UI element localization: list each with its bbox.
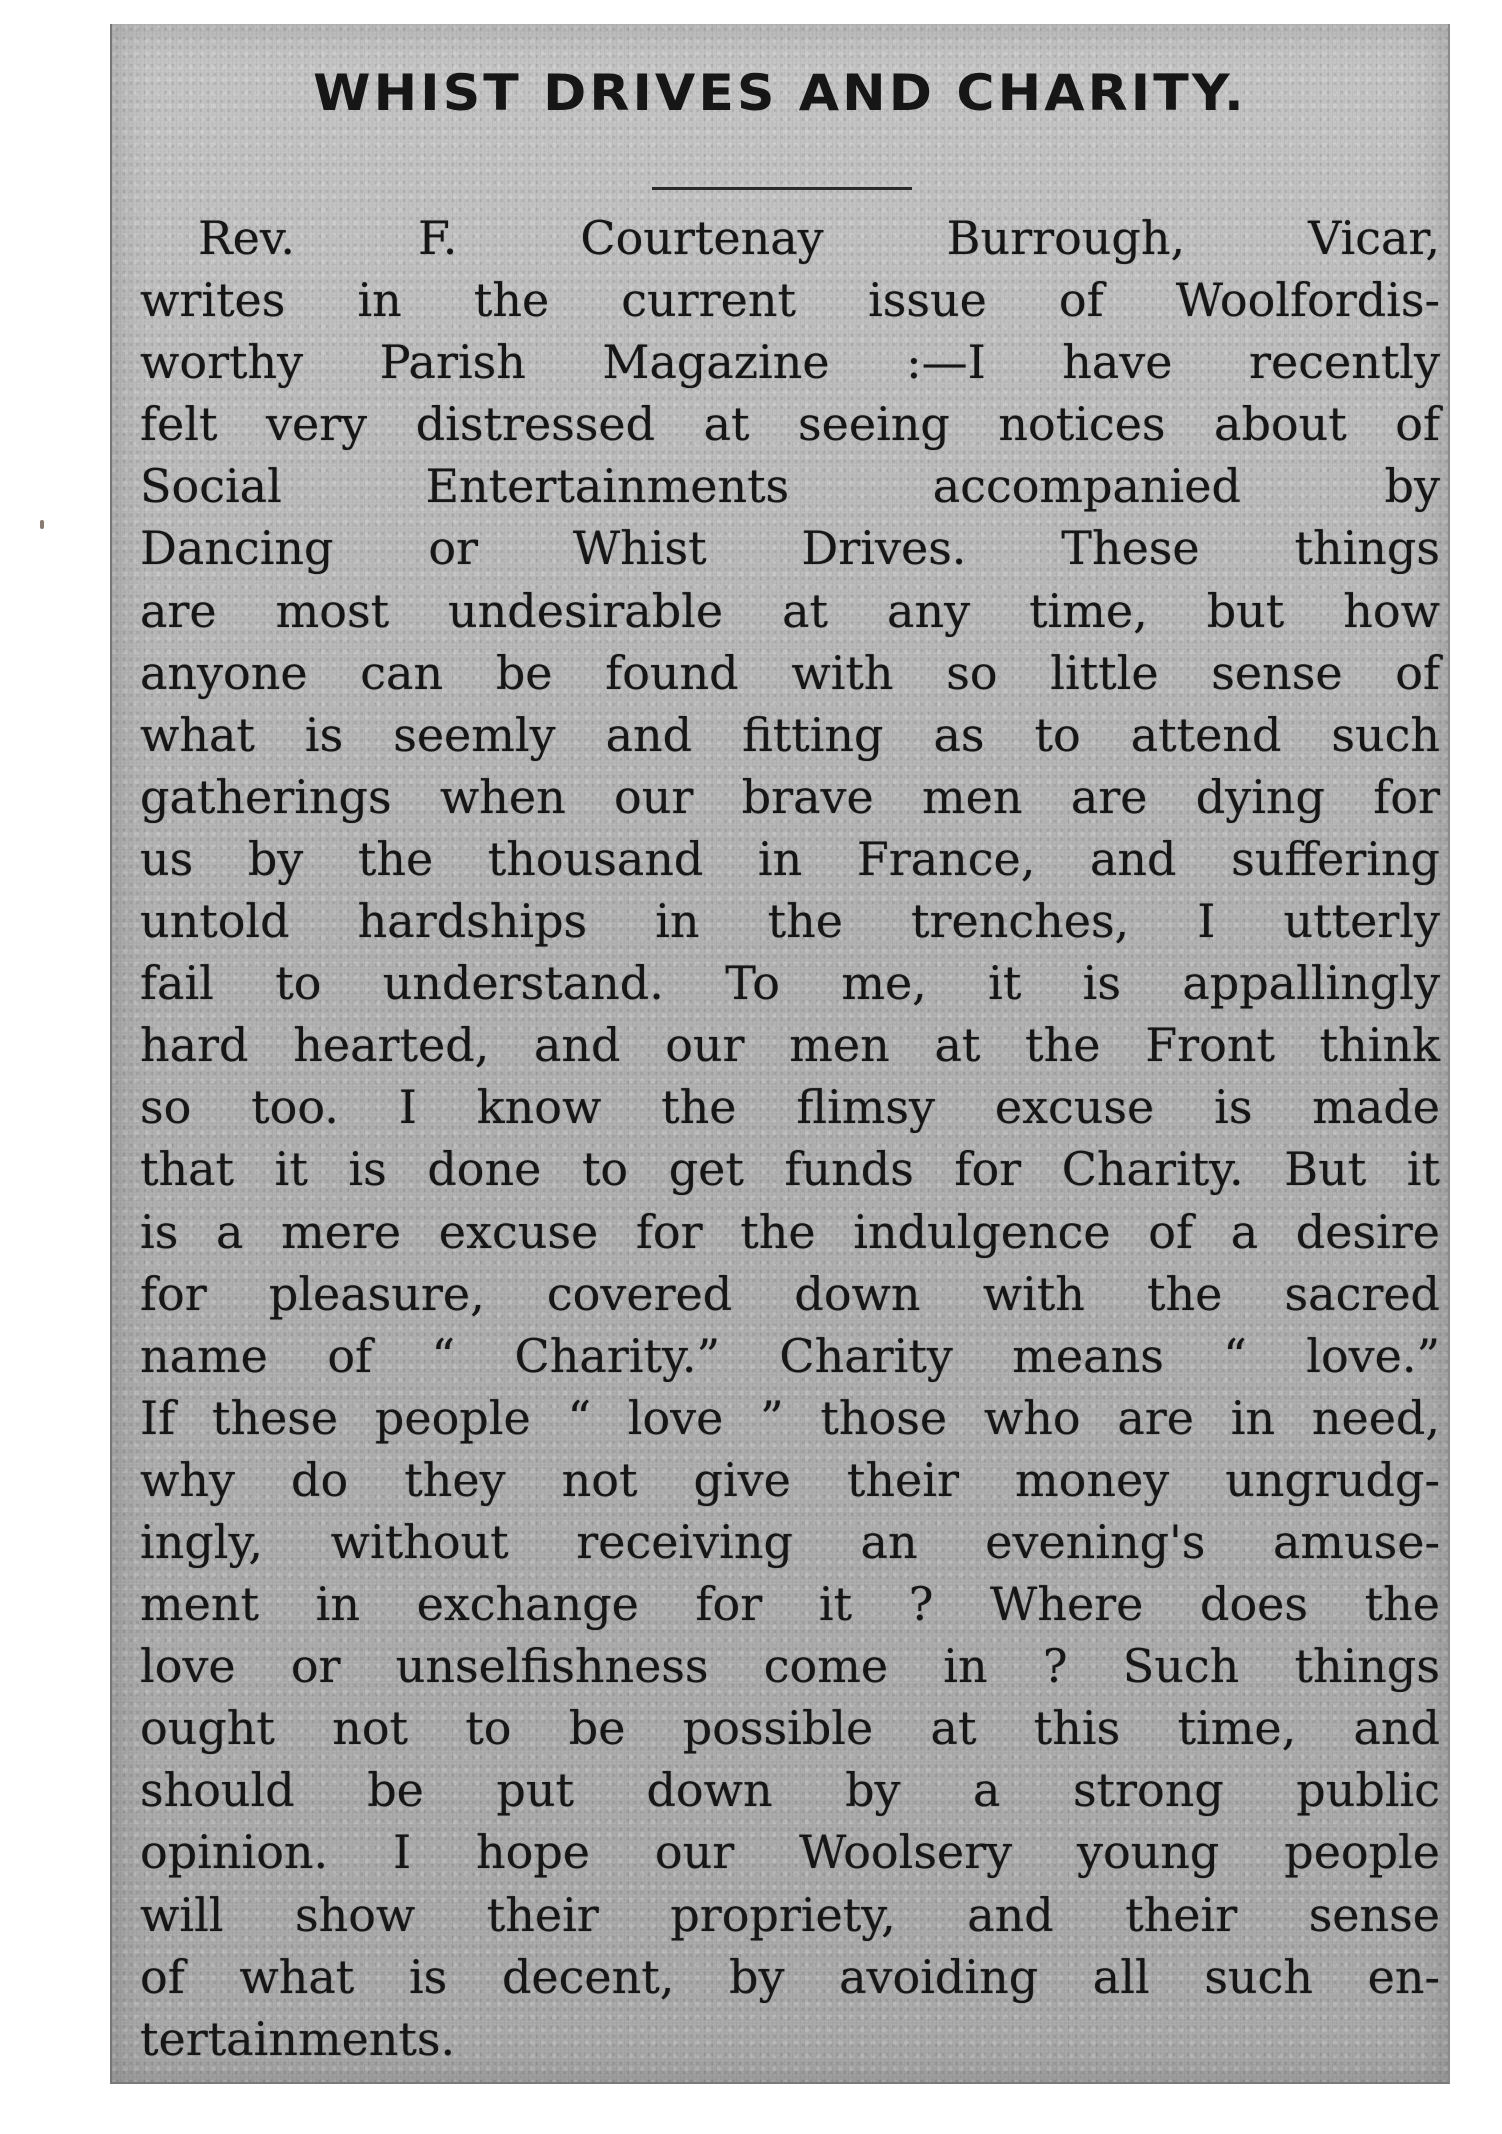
article-line: what is seemly and fitting as to attend such [140, 707, 1440, 762]
article-line: Dancing or Whist Drives. These things [140, 521, 1440, 576]
article-line: Rev. F. Courtenay Burrough, Vicar, [198, 211, 1440, 265]
article-line: fail to understand. To me, it is appallingly [140, 956, 1440, 1011]
article-line: ought not to be possible at this time, and [140, 1701, 1440, 1756]
article-line: is a mere excuse for the indulgence of a desire [140, 1204, 1440, 1259]
article-body [140, 207, 1440, 2070]
article-line: so too. I know the flimsy excuse is made [140, 1080, 1440, 1135]
article-line: us by the thousand in France, and suffering [140, 831, 1440, 886]
article-line: for pleasure, covered down with the sacred [140, 1266, 1440, 1321]
article-line: will show their propriety, and their sense [140, 1887, 1440, 1942]
article-line: anyone can be found with so little sense of [140, 645, 1440, 700]
article-line: If these people “ love ” those who are in need, [140, 1390, 1440, 1445]
article-line: tertainments. [140, 2011, 456, 2066]
article-line: felt very distressed at seeing notices about of [140, 397, 1440, 452]
article-line: that it is done to get funds for Charity. But it [140, 1142, 1440, 1197]
headline-rule [652, 187, 912, 190]
article-line: of what is decent, by avoiding all such en- [140, 1949, 1440, 2004]
article-headline: WHIST DRIVES AND CHARITY. [313, 64, 1247, 122]
article-line: untold hardships in the trenches, I utterly [140, 894, 1440, 949]
article-line: opinion. I hope our Woolsery young people [140, 1825, 1440, 1880]
stray-ink-mark [40, 520, 44, 529]
article-line: worthy Parish Magazine :—I have recently [140, 335, 1440, 390]
article-line: ment in exchange for it ? Where does the [140, 1577, 1440, 1632]
article-line: hard hearted, and our men at the Front think [140, 1018, 1440, 1073]
article-line: why do they not give their money ungrudg- [140, 1452, 1440, 1507]
article-line: love or unselfishness come in ? Such things [140, 1639, 1440, 1694]
article-line: are most undesirable at any time, but how [140, 583, 1440, 638]
newspaper-clipping [110, 24, 1450, 2084]
article-line: name of “ Charity.” Charity means “ love.” [140, 1328, 1440, 1383]
article-line: Social Entertainments accompanied by [140, 459, 1440, 514]
article-line: should be put down by a strong public [140, 1763, 1440, 1818]
article-line: writes in the current issue of Woolfordis- [140, 273, 1440, 328]
article-line: gatherings when our brave men are dying for [140, 769, 1440, 824]
article-line: ingly, without receiving an evening's amuse- [140, 1514, 1440, 1569]
